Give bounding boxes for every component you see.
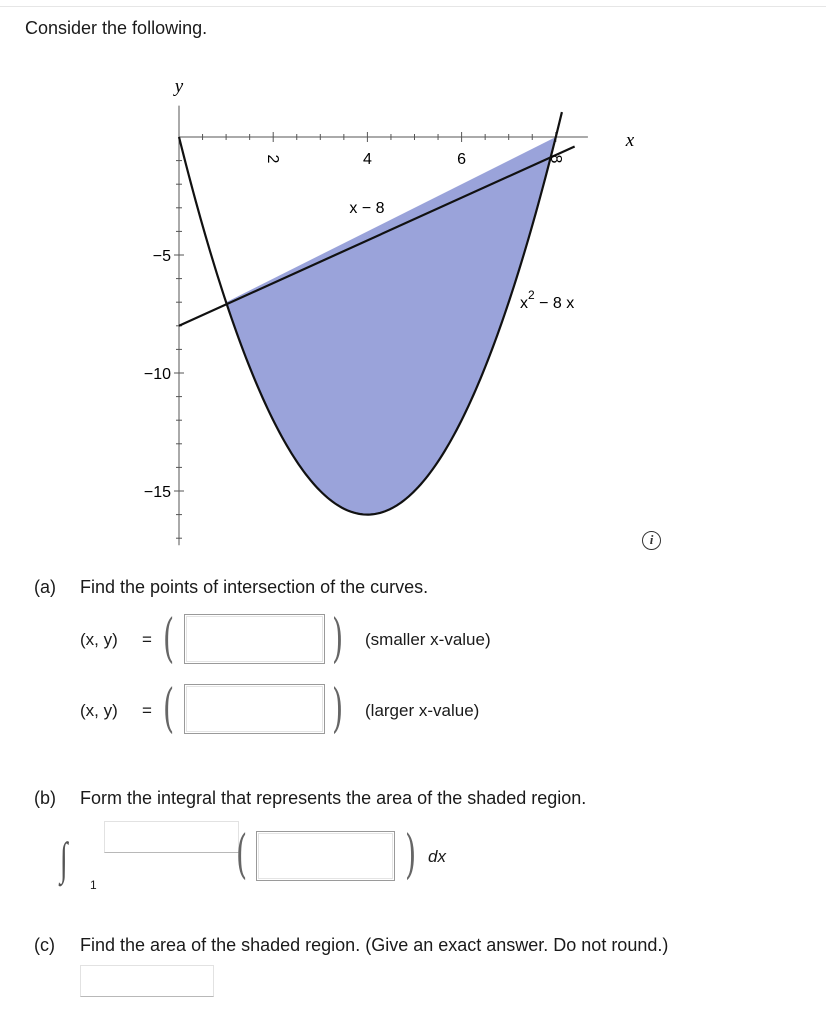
part-a-prompt: Find the points of intersection of the curves. <box>80 577 429 597</box>
dx-label: dx <box>428 847 446 866</box>
right-paren-1: ) <box>332 609 344 669</box>
intro-text: Consider the following. <box>25 18 208 38</box>
shaded-region <box>226 137 556 515</box>
y-tick-label--15: −15 <box>143 484 171 501</box>
left-paren-2: ( <box>163 679 175 739</box>
smaller-x-note: (smaller x-value) <box>365 630 491 649</box>
y-tick-label--5: −5 <box>152 248 171 265</box>
left-paren-integrand: ( <box>236 825 248 885</box>
part-a-question <box>34 577 428 598</box>
parabola-label: $x^2 - 8$ x <box>520 288 575 312</box>
right-paren-integrand: ) <box>405 825 417 885</box>
x-tick-label-6: 6 <box>457 151 467 168</box>
y-tick-labels <box>144 248 171 501</box>
area-answer-input[interactable] <box>80 965 214 997</box>
x-tick-label-8: 8 <box>546 154 564 164</box>
part-c-question <box>34 935 668 956</box>
upper-limit-input[interactable] <box>104 821 239 853</box>
part-c-label: (c) <box>34 935 55 955</box>
y-tick-label--10: −10 <box>143 366 171 383</box>
xy-label-1: (x, y) <box>80 630 118 649</box>
right-paren-2: ) <box>332 679 344 739</box>
equals-sign-1: = <box>142 630 152 649</box>
part-c-prompt: Find the area of the shaded region. (Give an exact answer. Do not round.) <box>80 935 669 955</box>
part-a-label: (a) <box>34 577 56 597</box>
y-axis-label: y <box>174 76 184 97</box>
x-tick-label-4: 4 <box>362 151 372 168</box>
part-b-label: (b) <box>34 788 56 808</box>
larger-x-note: (larger x-value) <box>365 701 480 720</box>
intersection-larger-input[interactable] <box>184 684 325 734</box>
xy-label-2: (x, y) <box>80 701 118 720</box>
intersection-smaller-input[interactable] <box>184 614 325 664</box>
equals-sign-2: = <box>142 701 152 720</box>
integrand-input[interactable] <box>256 831 395 881</box>
x-axis-label: x <box>625 130 635 151</box>
x-tick-label-2: 2 <box>264 154 282 164</box>
left-paren-1: ( <box>163 609 175 669</box>
lower-limit: 1 <box>90 878 97 892</box>
integral-sign: ∫ <box>60 833 68 884</box>
line-label: x − 8 <box>349 200 385 217</box>
info-icon[interactable]: i <box>642 531 661 550</box>
part-b-prompt: Form the integral that represents the area of the shaded region. <box>80 788 587 808</box>
part-b-question <box>34 788 586 809</box>
